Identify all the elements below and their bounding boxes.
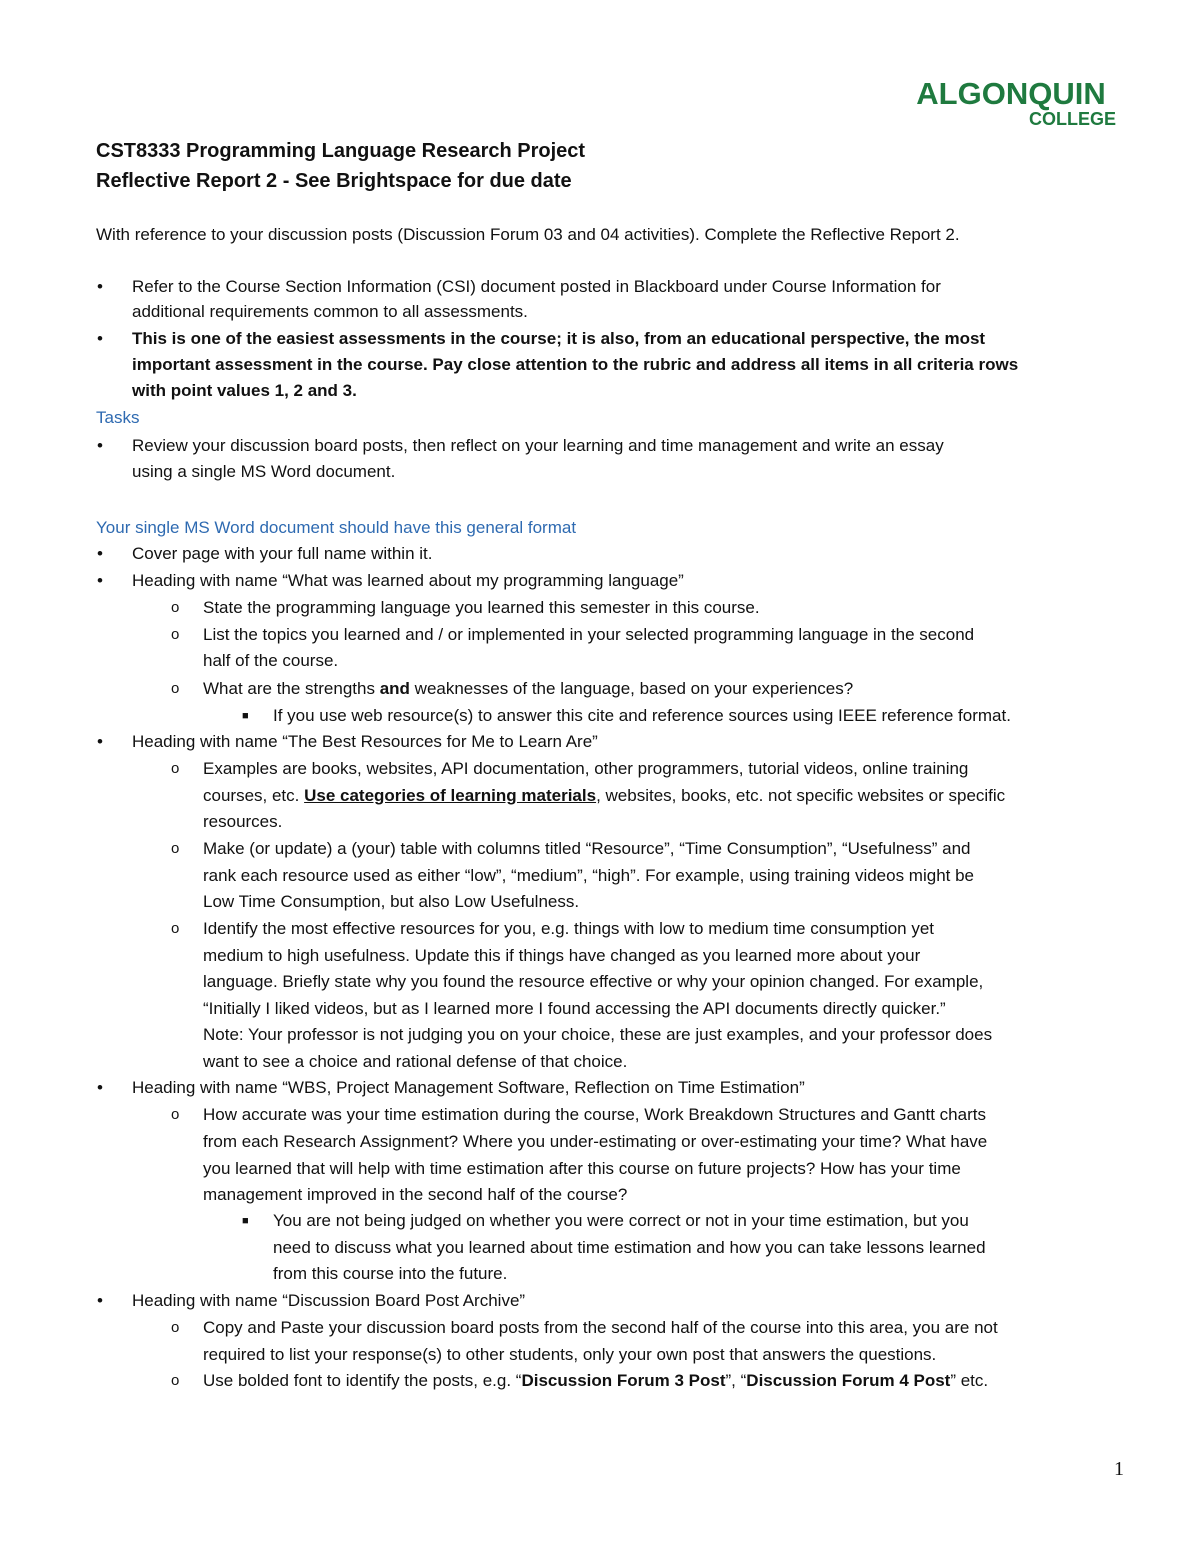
sub-bullet-o: o xyxy=(171,626,180,643)
wbs-sub-1-line-3: you learned that will help with time estimation after this course on future projects? How has your time xyxy=(203,1159,961,1178)
wbs-note-line-2: need to discuss what you learned about time estimation and how you can take lessons learned xyxy=(273,1238,986,1257)
sub-sub-bullet-square: ■ xyxy=(242,1215,249,1227)
req-bullet-1-line-2: additional requirements common to all assessments. xyxy=(132,302,528,321)
sub-bullet-o: o xyxy=(171,760,180,777)
archive-sub-1-line-1: Copy and Paste your discussion board posts from the second half of the course into this area, you are not xyxy=(203,1318,998,1337)
bullet-dot: • xyxy=(97,277,103,296)
format-heading: Your single MS Word document should have this general format xyxy=(96,518,577,537)
page-number: 1 xyxy=(1114,1458,1124,1480)
req-bullet-2-line-2: important assessment in the course. Pay close attention to the rubric and address all items in all criteria rows xyxy=(132,355,1019,374)
resources-sub-3-line-3: language. Briefly state why you found the resource effective or why your opinion changed. For example, xyxy=(203,972,984,991)
archive-sub-1-line-2: required to list your response(s) to other students, only your own post that answers the questions. xyxy=(203,1345,937,1364)
learned-sub-1: State the programming language you learned this semester in this course. xyxy=(203,598,760,617)
heading-item-wbs: Heading with name “WBS, Project Management Software, Reflection on Time Estimation” xyxy=(132,1078,805,1097)
resources-sub-2-line-3: Low Time Consumption, but also Low Usefulness. xyxy=(203,892,580,911)
resources-sub-3-line-6: want to see a choice and rational defense of that choice. xyxy=(203,1052,628,1071)
resources-sub-1-line-2: courses, etc. Use categories of learning materials, websites, books, etc. not specific websites or specific xyxy=(203,786,1006,805)
resources-sub-1-line-1: Examples are books, websites, API documentation, other programmers, tutorial videos, online training xyxy=(203,759,969,778)
resources-sub-2-line-1: Make (or update) a (your) table with columns titled “Resource”, “Time Consumption”, “Usefulness” and xyxy=(203,839,971,858)
bullet-dot: • xyxy=(97,732,103,751)
college-logo xyxy=(902,78,1120,128)
intro-paragraph: With reference to your discussion posts (Discussion Forum 03 and 04 activities). Complete the Reflective Report 2. xyxy=(96,225,960,244)
bullet-dot: • xyxy=(97,1291,103,1310)
resources-sub-2-line-2: rank each resource used as either “low”, “medium”, “high”. For example, using training videos might be xyxy=(203,866,975,885)
sub-bullet-o: o xyxy=(171,680,180,697)
wbs-note-line-3: from this course into the future. xyxy=(273,1264,508,1283)
resources-sub-1-line-3: resources. xyxy=(203,812,283,831)
bullet-dot: • xyxy=(97,329,103,348)
task-bullet-line-2: using a single MS Word document. xyxy=(132,462,396,481)
tasks-heading: Tasks xyxy=(96,408,140,427)
learned-sub-3-note: If you use web resource(s) to answer this cite and reference sources using IEEE reference format. xyxy=(273,706,1011,725)
req-bullet-1-line-1: Refer to the Course Section Information (CSI) document posted in Blackboard under Course Information for xyxy=(132,277,941,296)
bullet-dot: • xyxy=(97,544,103,563)
resources-sub-3-line-1: Identify the most effective resources for you, e.g. things with low to medium time consumption yet xyxy=(203,919,935,938)
sub-sub-bullet-square: ■ xyxy=(242,710,249,722)
document-subtitle: Reflective Report 2 - See Brightspace for due date xyxy=(96,170,572,192)
bullet-dot: • xyxy=(97,571,103,590)
wbs-sub-1-line-1: How accurate was your time estimation during the course, Work Breakdown Structures and Gantt charts xyxy=(203,1105,986,1124)
sub-bullet-o: o xyxy=(171,1319,180,1336)
resources-sub-3-line-2: medium to high usefulness. Update this if things have changed as you learned more about your xyxy=(203,946,921,965)
logo-bottom-text: COLLEGE xyxy=(1028,109,1116,128)
task-bullet-line-1: Review your discussion board posts, then reflect on your learning and time management and write an essay xyxy=(132,436,944,455)
wbs-sub-1-line-4: management improved in the second half of the course? xyxy=(203,1185,628,1204)
wbs-sub-1-line-2: from each Research Assignment? Where you under-estimating or over-estimating your time? What have xyxy=(203,1132,988,1151)
heading-item-archive: Heading with name “Discussion Board Post Archive” xyxy=(132,1291,526,1310)
learned-sub-3: What are the strengths and weaknesses of the language, based on your experiences? xyxy=(203,679,854,698)
learned-sub-2-line-1: List the topics you learned and / or implemented in your selected programming language in the second xyxy=(203,625,975,644)
sub-bullet-o: o xyxy=(171,1372,180,1389)
resources-sub-3-line-5: Note: Your professor is not judging you on your choice, these are just examples, and your professor does xyxy=(203,1025,993,1044)
document-title: CST8333 Programming Language Research Project xyxy=(96,140,586,162)
sub-bullet-o: o xyxy=(171,1106,180,1123)
learned-sub-2-line-2: half of the course. xyxy=(203,651,339,670)
cover-page-item: Cover page with your full name within it. xyxy=(132,544,433,563)
logo-top-text: ALGONQUIN xyxy=(916,78,1106,111)
resources-sub-3-line-4: “Initially I liked videos, but as I learned more I found accessing the API documents directly quicker.” xyxy=(203,999,946,1018)
heading-item-learned: Heading with name “What was learned about my programming language” xyxy=(132,571,684,590)
req-bullet-2-line-1: This is one of the easiest assessments in the course; it is also, from an educational perspective, the most xyxy=(132,329,986,348)
sub-bullet-o: o xyxy=(171,920,180,937)
archive-sub-2: Use bolded font to identify the posts, e.g. “Discussion Forum 3 Post”, “Discussion Forum 4 Post” etc. xyxy=(203,1371,989,1390)
bullet-dot: • xyxy=(97,436,103,455)
wbs-note-line-1: You are not being judged on whether you were correct or not in your time estimation, but you xyxy=(273,1211,969,1230)
heading-item-resources: Heading with name “The Best Resources for Me to Learn Are” xyxy=(132,732,598,751)
req-bullet-2-line-3: with point values 1, 2 and 3. xyxy=(132,381,357,400)
bullet-dot: • xyxy=(97,1078,103,1097)
sub-bullet-o: o xyxy=(171,599,180,616)
sub-bullet-o: o xyxy=(171,840,180,857)
